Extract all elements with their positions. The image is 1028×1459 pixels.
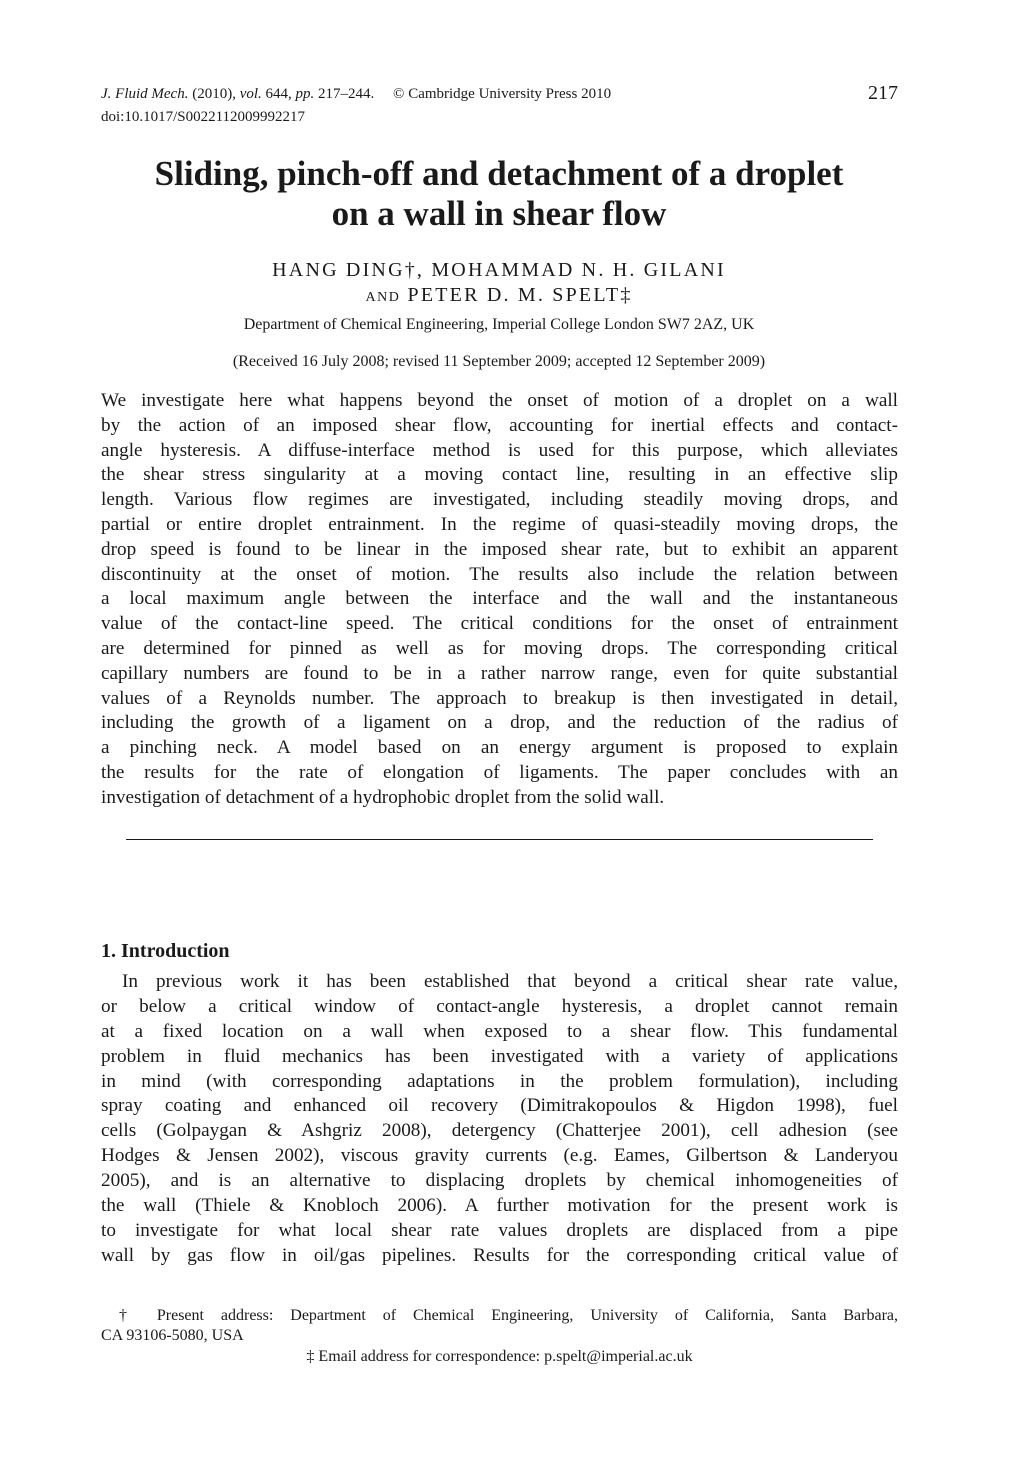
text-line: spray coating and enhanced oil recovery (Dimitrakopoulos & Higdon 1998), fuel	[101, 1095, 898, 1117]
journal-header	[101, 84, 611, 104]
text-line: the wall (Thiele & Knobloch 2006). A further motivation for the present work is	[101, 1195, 898, 1217]
footnote-line: CA 93106-5080, USA	[101, 1327, 244, 1344]
page-number: 217	[868, 82, 898, 104]
footnote-line: † Present address: Department of Chemical Engineering, University of California, Santa Barbara,	[119, 1307, 898, 1324]
text-line: 2005), and is an alternative to displacing droplets by chemical inhomogeneities of	[101, 1170, 898, 1192]
section-heading: 1. Introduction	[101, 940, 230, 962]
text-line: the results for the rate of elongation of ligaments. The paper concludes with an	[101, 761, 898, 783]
text-line: length. Various flow regimes are investigated, including steadily moving drops, and	[101, 489, 898, 511]
text-line: or below a critical window of contact-angle hysteresis, a droplet cannot remain	[101, 995, 898, 1017]
footnote-present-address	[101, 1306, 898, 1346]
abstract	[101, 389, 898, 811]
doi: doi:10.1017/S0022112009992217	[101, 109, 306, 125]
affiliation: Department of Chemical Engineering, Imperial College London SW7 2AZ, UK	[243, 316, 755, 333]
text-line: value of the contact-line speed. The critical conditions for the onset of entrainment	[101, 613, 898, 635]
text-line: at a fixed location on a wall when exposed to a shear flow. This fundamental	[101, 1020, 898, 1042]
abstract-divider	[126, 839, 873, 840]
text-line: are determined for pinned as well as for moving drops. The corresponding critical	[101, 637, 898, 659]
text-line: in mind (with corresponding adaptations in the problem formulation), including	[101, 1070, 898, 1092]
text-line: values of a Reynolds number. The approach to breakup is then investigated in detail,	[101, 687, 898, 709]
journal-year: (2010),	[192, 86, 236, 102]
text-line: cells (Golpaygan & Ashgriz 2008), detergency (Chatterjee 2001), cell adhesion (see	[101, 1120, 898, 1142]
text-line: by the action of an imposed shear flow, accounting for inertial effects and contact-	[101, 414, 898, 436]
footnote-email: ‡ Email address for correspondence: p.spelt@imperial.ac.uk	[306, 1348, 693, 1365]
text-line: Hodges & Jensen 2002), viscous gravity currents (e.g. Eames, Gilbertson & Landeryou	[101, 1145, 898, 1167]
text-line: the shear stress singularity at a moving contact line, resulting in an effective slip	[101, 464, 898, 486]
text-line: partial or entire droplet entrainment. In the regime of quasi-steadily moving drops, the	[101, 513, 898, 535]
volume-number: 644,	[265, 86, 292, 102]
authors-and: AND	[365, 290, 401, 305]
copyright-notice: © Cambridge University Press 2010	[393, 86, 612, 102]
text-line: wall by gas flow in oil/gas pipelines. Results for the corresponding critical value of	[101, 1244, 898, 1266]
journal-name: J. Fluid Mech.	[101, 86, 189, 102]
received-dates: (Received 16 July 2008; revised 11 September 2009; accepted 12 September 2009)	[232, 353, 766, 370]
text-line: angle hysteresis. A diffuse-interface method is used for this purpose, which alleviates	[101, 439, 898, 461]
paper-title-line-2: on a wall in shear flow	[331, 194, 667, 233]
text-line: discontinuity at the onset of motion. The results also include the relation between	[101, 563, 898, 585]
authors-last: PETER D. M. SPELT‡	[407, 284, 633, 306]
paper-title-line-1: Sliding, pinch-off and detachment of a droplet	[154, 154, 844, 193]
text-line: We investigate here what happens beyond the onset of motion of a droplet on a wall	[101, 390, 898, 411]
text-line: including the growth of a ligament on a drop, and the reduction of the radius of	[101, 712, 898, 734]
text-line: In previous work it has been established that beyond a critical shear rate value,	[122, 971, 898, 992]
pages-label: pp.	[295, 86, 315, 102]
page-range: 217–244.	[318, 86, 375, 102]
text-line: capillary numbers are found to be in a rather narrow range, even for quite substantial	[101, 662, 898, 684]
authors-line-2	[80, 283, 918, 310]
text-line: problem in fluid mechanics has been investigated with a variety of applications	[101, 1045, 898, 1067]
text-line: to investigate for what local shear rate values droplets are displaced from a pipe	[101, 1219, 898, 1241]
introduction-body	[101, 970, 898, 1269]
volume-label: vol.	[239, 86, 262, 102]
authors-line-1: HANG DING†, MOHAMMAD N. H. GILANI	[272, 259, 726, 281]
text-line: a local maximum angle between the interface and the wall and the instantaneous	[101, 588, 898, 610]
text-line: investigation of detachment of a hydrophobic droplet from the solid wall.	[101, 786, 665, 808]
text-line: drop speed is found to be linear in the imposed shear rate, but to exhibit an apparent	[101, 538, 898, 560]
text-line: a pinching neck. A model based on an energy argument is proposed to explain	[101, 737, 898, 759]
